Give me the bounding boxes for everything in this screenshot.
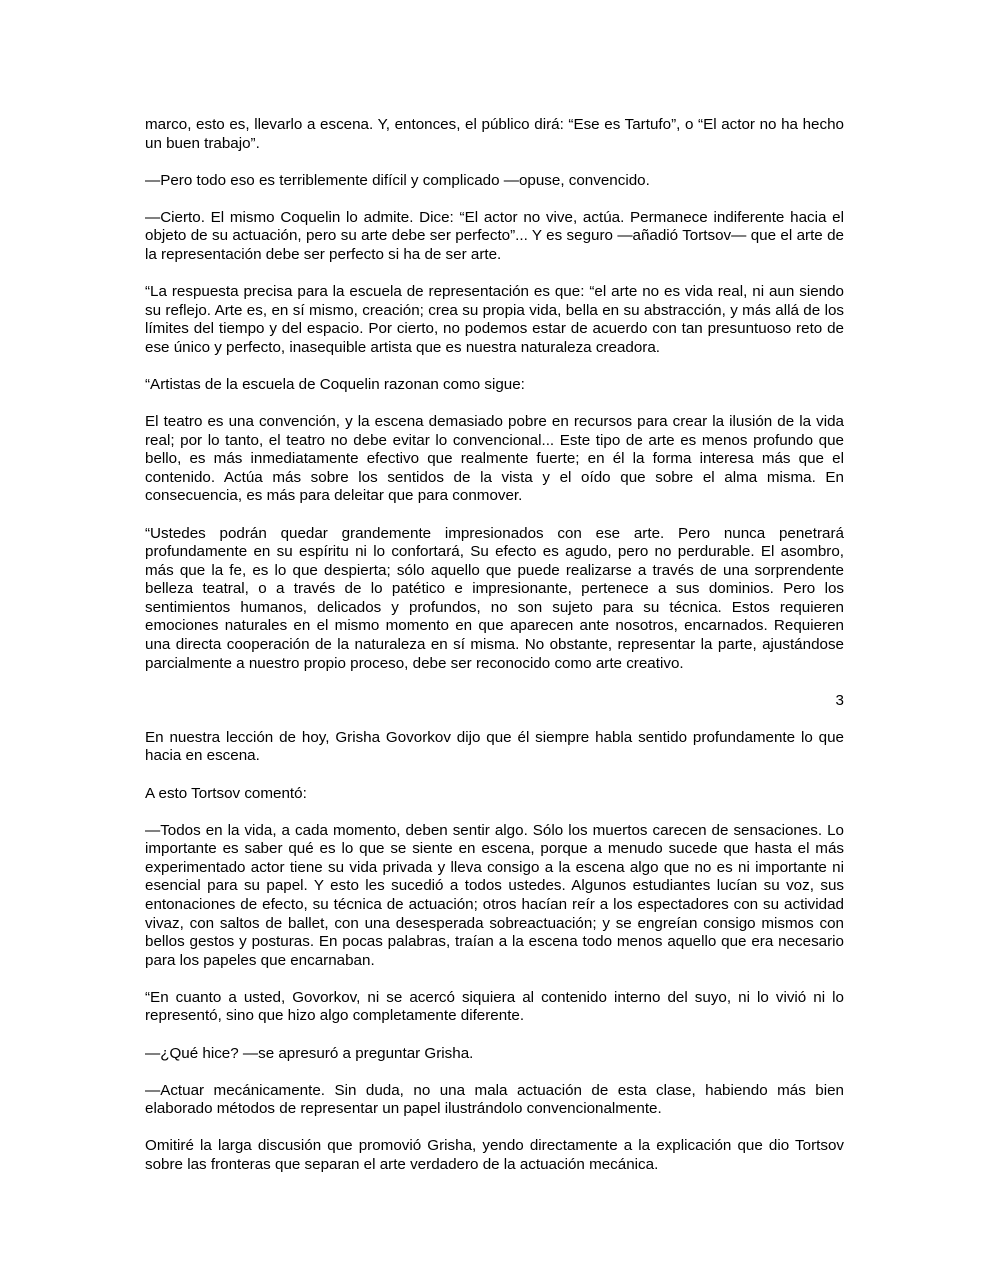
paragraph: —Todos en la vida, a cada momento, deben sentir algo. Sólo los muertos carecen de sensaciones. Lo importante es saber qué es lo que se siente en escena, porque a menudo sucede que hasta el más experimentado actor tiene su vida privada y lleva consigo a la escena algo que no es ni importante ni esencial para su papel. Y esto les sucedió a todos ustedes. Algunos estudiantes lucían su voz, sus entonaciones de efecto, su técnica de actuación; otros hacían reír a los espectadores con su actividad vivaz, con saltos de ballet, con una desesperada sobreactuación; y se engreían consigo mismos con bellos gestos y posturas. En pocas palabras, traían a la escena todo menos aquello que era necesario para los papeles que encarnaban. <box>145 821 844 969</box>
paragraph: En nuestra lección de hoy, Grisha Govorkov dijo que él siempre habla sentido profundamente lo que hacia en escena. <box>145 728 844 765</box>
paragraph: —Actuar mecánicamente. Sin duda, no una mala actuación de esta clase, habiendo más bien elaborado métodos de representar un papel ilustrándolo convencionalmente. <box>145 1081 844 1118</box>
paragraph: marco, esto es, llevarlo a escena. Y, entonces, el público dirá: “Ese es Tartufo”, o “El actor no ha hecho un buen trabajo”. <box>145 116 844 152</box>
paragraph: —Cierto. El mismo Coquelin lo admite. Dice: “El actor no vive, actúa. Permanece indiferente hacia el objeto de su actuación, pero su arte debe ser perfecto”... Y es seguro —añadió Tortsov— que el arte de la representación debe ser perfecto si ha de ser arte. <box>145 208 844 263</box>
paragraph: “En cuanto a usted, Govorkov, ni se acercó siquiera al contenido interno del suyo, ni lo vivió ni lo representó, sino que hizo algo completamente diferente. <box>145 988 844 1025</box>
document-page <box>145 116 844 1193</box>
paragraph: —Pero todo eso es terriblemente difícil y complicado —opuse, convencido. <box>145 171 650 189</box>
paragraph: “La respuesta precisa para la escuela de representación es que: “el arte no es vida real, ni aun siendo su reflejo. Arte es, en sí mismo, creación; crea su propia vida, bella en su abstracción, y más allá de los límites del tiempo y del espacio. Por cierto, no podemos estar de acuerdo con tan presuntuoso reto de ese único y perfecto, inasequible artista que es nuestra naturaleza creadora. <box>145 283 844 356</box>
paragraph: Omitiré la larga discusión que promovió Grisha, yendo directamente a la explicación que dio Tortsov sobre las fronteras que separan el arte verdadero de la actuación mecánica. <box>145 1137 844 1173</box>
paragraph: El teatro es una convención, y la escena demasiado pobre en recursos para crear la ilusión de la vida real; por lo tanto, el teatro no debe evitar lo convencional... Este tipo de arte es menos profundo que bello, es más inmediatamente efectivo que realmente fuerte; en él la forma interesa más que el contenido. Actúa más sobre los sentidos de la vista y el oído que sobre el alma misma. En consecuencia, es más para deleitar que para conmover. <box>145 413 844 505</box>
paragraph: A esto Tortsov comentó: <box>145 784 307 802</box>
paragraph: —¿Qué hice? —se apresuró a preguntar Grisha. <box>145 1044 474 1062</box>
paragraph: “Ustedes podrán quedar grandemente impresionados con ese arte. Pero nunca penetrará profundamente en su espíritu ni lo confortará, Su efecto es agudo, pero no perdurable. El asombro, más que la fe, es lo que despierta; sólo aquello que puede realizarse a través de una sorprendente belleza teatral, o a través de lo patético e impresionante, pertenece a sus dominios. Pero los sentimientos humanos, delicados y profundos, no son sujeto para su técnica. Estos requieren emociones naturales en el mismo momento en que aparecen ante nosotros, encarnados. Requieren una directa cooperación de la naturaleza en sí misma. No obstante, representar la parte, ajustándose parcialmente a nuestro propio proceso, debe ser reconocido como arte creativo. <box>145 524 844 672</box>
paragraph: “Artistas de la escuela de Coquelin razonan como sigue: <box>145 375 525 393</box>
page-number: 3 <box>835 691 844 709</box>
